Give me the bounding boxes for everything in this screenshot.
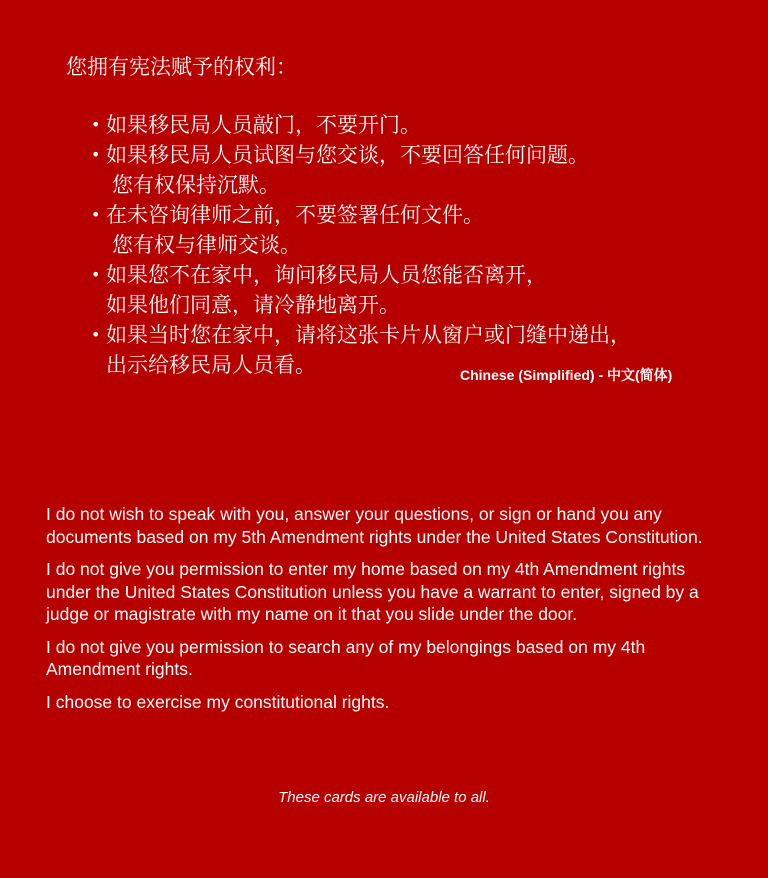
chinese-rights-list (90, 110, 730, 380)
list-item (90, 140, 730, 200)
bullet-icon: • (91, 325, 101, 344)
list-item-text: 如果当时您在家中，请将这张卡片从窗户或门缝中递出， (106, 323, 631, 347)
list-item (90, 200, 730, 260)
english-paragraph: I do not give you permission to search any of my belongings based on my 4th Amendment rights. (46, 636, 646, 679)
bullet-icon: • (91, 205, 101, 224)
language-label: Chinese (Simplified) - 中文(简体) (460, 367, 673, 383)
list-item-text: 如果移民局人员试图与您交谈，不要回答任何问题。 (106, 143, 589, 167)
bullet-icon: • (91, 115, 101, 134)
english-paragraph: I do not wish to speak with you, answer your questions, or sign or hand you any documents based on my 5th Amendment rights under the United States Constitution. (46, 504, 703, 547)
footer-note: These cards are available to all. (278, 789, 490, 806)
english-paragraph: I choose to exercise my constitutional rights. (46, 691, 390, 712)
list-item-text: 出示给移民局人员看。 (106, 353, 316, 377)
bullet-icon: • (91, 145, 101, 164)
list-item (90, 110, 730, 140)
list-item-text: 如果移民局人员敲门，不要开门。 (106, 113, 421, 137)
list-item-text: 您有权保持沉默。 (112, 173, 280, 197)
list-item-text: 您有权与律师交谈。 (112, 233, 301, 257)
list-item-text: 在未咨询律师之前，不要签署任何文件。 (106, 203, 484, 227)
chinese-heading: 您拥有宪法赋予的权利： (66, 55, 297, 79)
english-paragraph: I do not give you permission to enter my home based on my 4th Amendment rights under the United States Constitution unless you have a warrant to enter, signed by a judge or magistrate with my name on it that you slide under the door. (46, 559, 699, 624)
list-item-text: 如果他们同意，请冷静地离开。 (106, 293, 400, 317)
english-statement (46, 503, 726, 723)
list-item (90, 260, 730, 320)
bullet-icon: • (91, 265, 101, 284)
list-item-text: 如果您不在家中，询问移民局人员您能否离开， (106, 263, 547, 287)
